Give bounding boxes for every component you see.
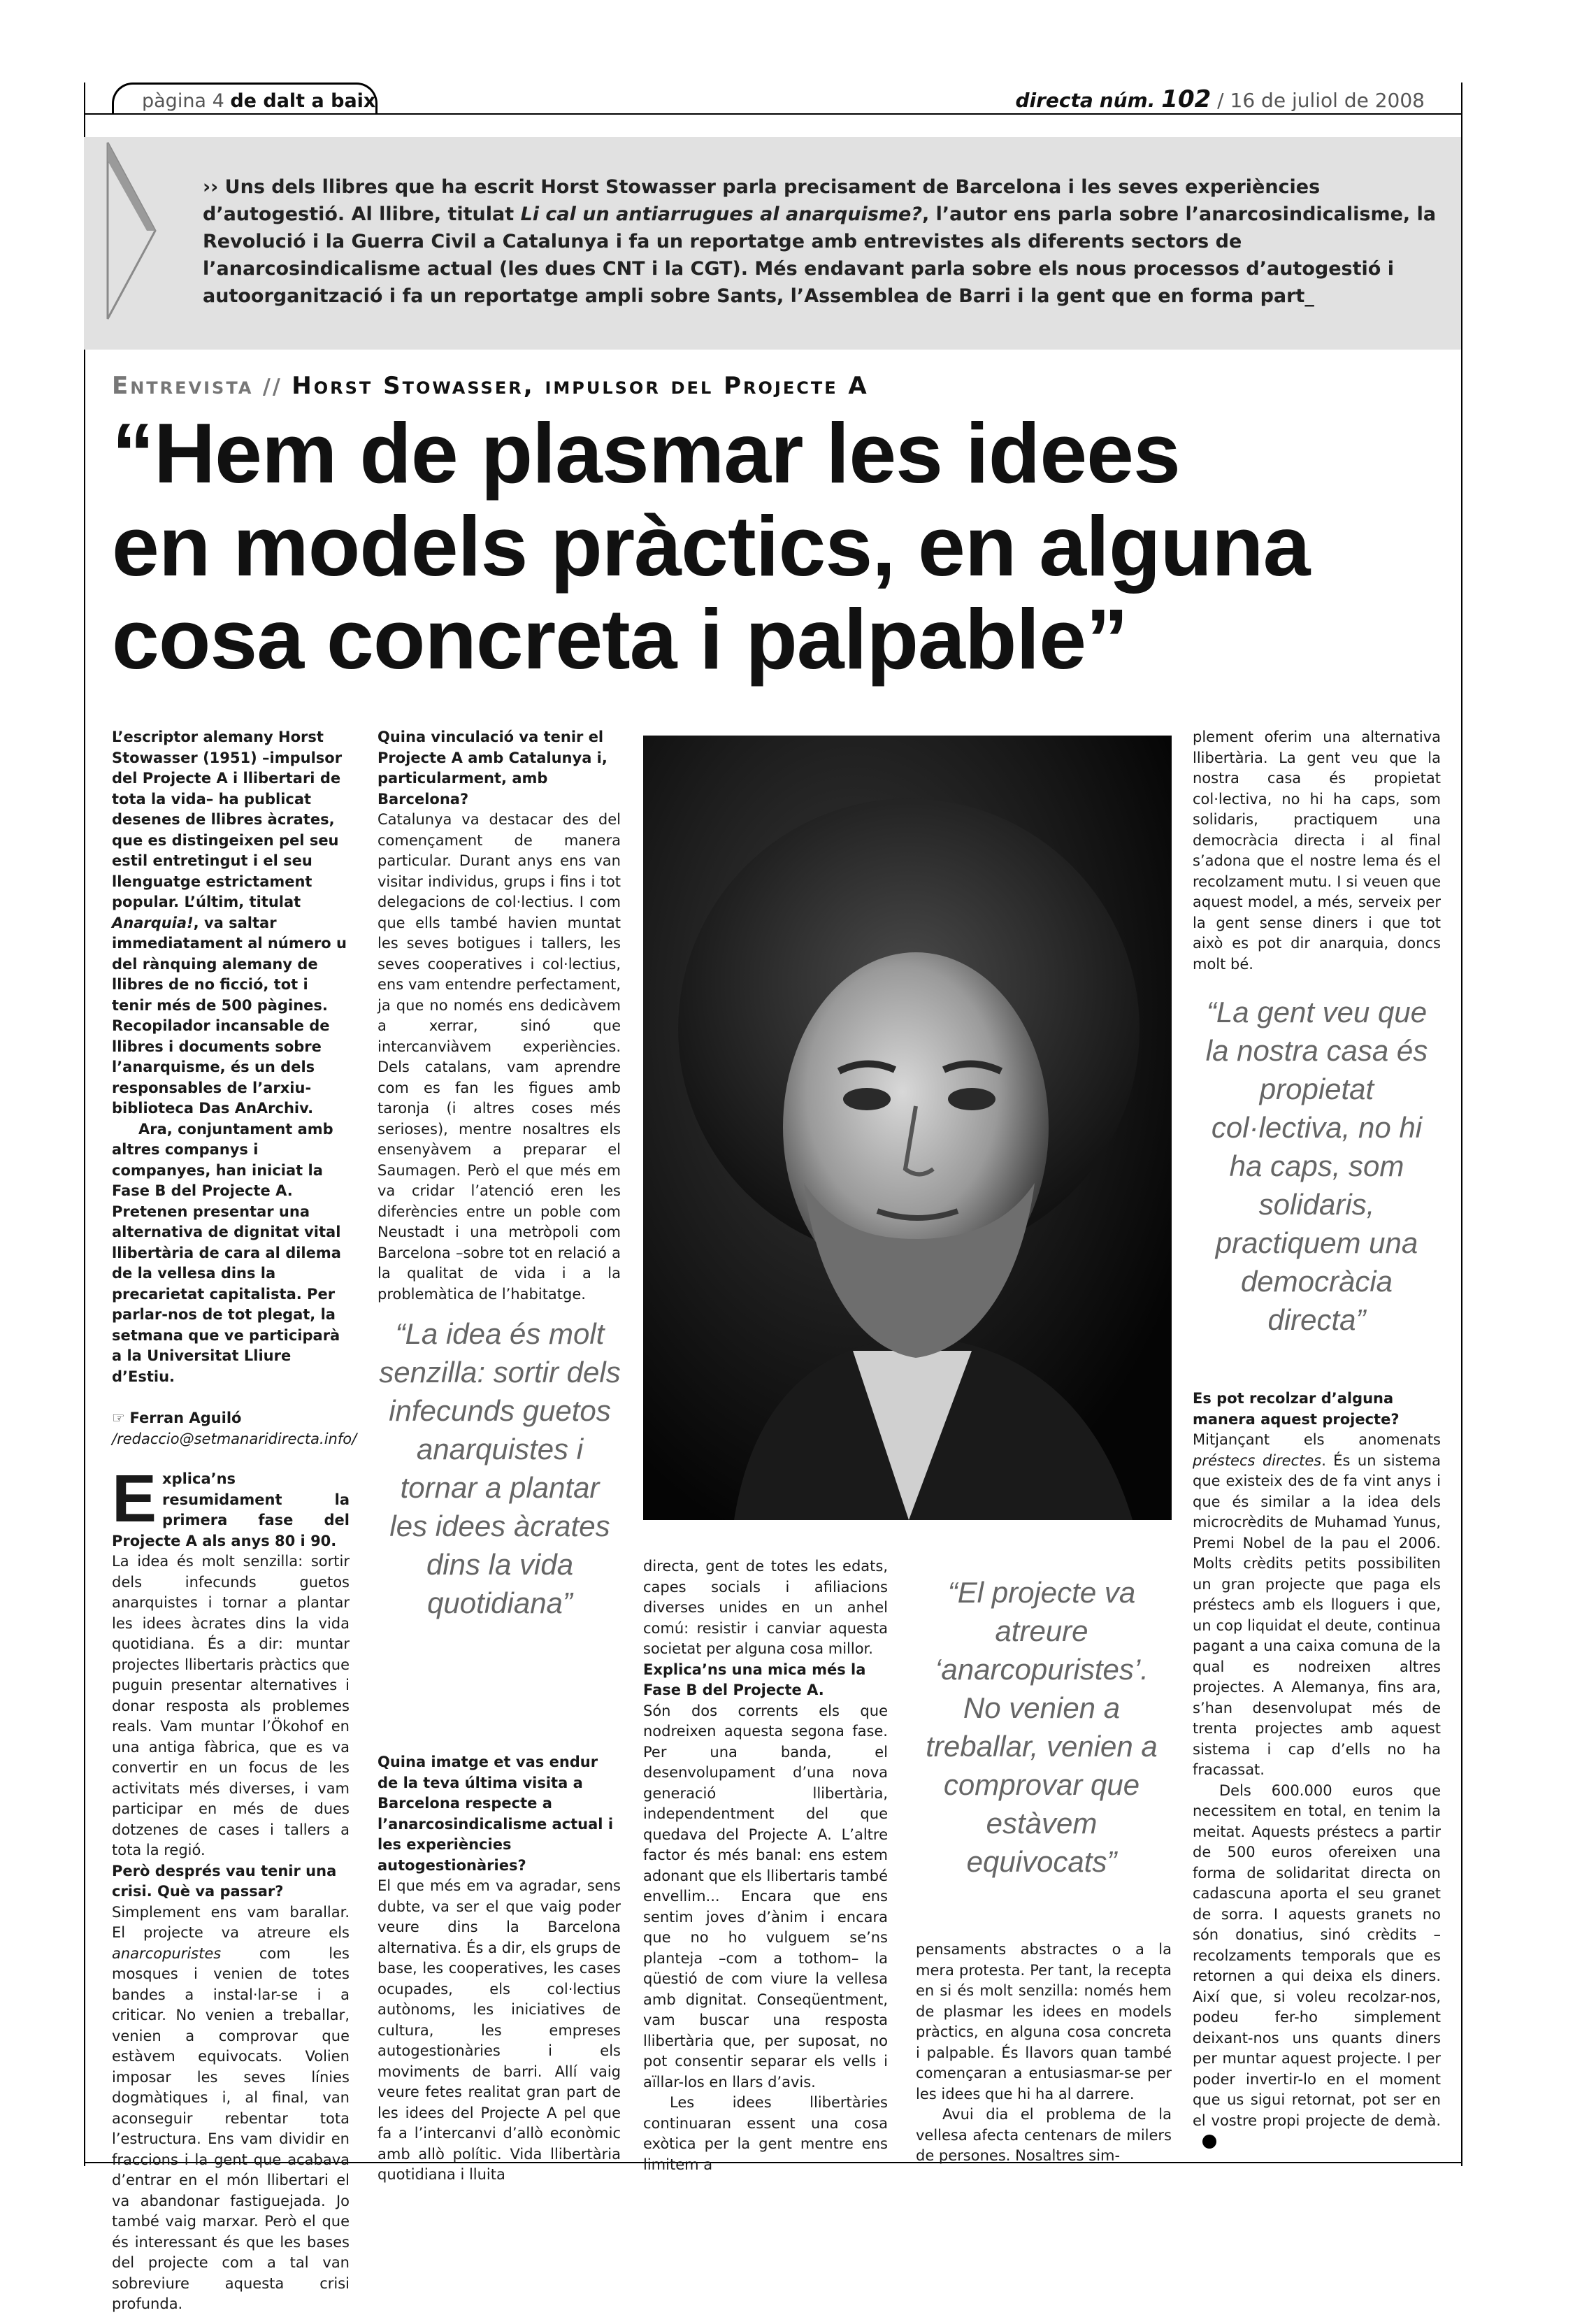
column-4 — [916, 1940, 1172, 2167]
page-label: pàgina 4 — [142, 90, 224, 112]
column-2-lower — [378, 1752, 621, 2186]
pullquote-2: “El projecte va atreure ‘anarcopuristes’. No venien a treballar, venien a comprovar que estàvem equivocats” — [926, 1576, 1158, 1878]
question-1 — [112, 1461, 350, 1551]
answer-2-text-b: com les mosques i venien de totes bandes a instal·lar-se i a criticar. No venien a treballar, venien a comprovar que estàvem equivocats. Volien imposar les seves línies dogmàtiques i, al final, van aconseguir rebentar tota l’estructura. Ens vam dividir en fraccions i la gent que acabava d’entrar en el món llibertari el va abandonar fastiguejada. Jo també vaig marxar. Però el que és interessant és que les bases del projecte com a tal van sobreviure aquesta crisi profunda. — [112, 1944, 350, 2312]
answer-6b — [1193, 1781, 1441, 2152]
publication-name: directa — [1015, 89, 1093, 112]
headline-line-2: en models pràctics, en alguna — [112, 499, 1310, 594]
question-1-text: xplica’ns resumidament la primera fase del Projecte A als anys 80 i 90. — [112, 1470, 350, 1549]
answer-5b: Les idees llibertàries continuaran essent una cosa exòtica per la gent mentre ens limitem a — [643, 2094, 888, 2173]
answer-5: Són dos corrents els que nodreixen aquesta segona fase. Per una banda, el desenvolupament d’una nova generació llibertària, independentment del que quedava del Projecte A. L’altre factor és més banal: ens estem adonant que els llibertaris també envellim... Encara que ens sentim joves d’ànim i encara que no ho vulguem se’ns planteja –com a tothom– la qüestió de com viure la vellesa amb dignitat. Conseqüentment, vam buscar una resposta llibertària que, per suposat, no pot consentir separar els vells i aïllar-los en llars d’avis. — [643, 1702, 888, 2091]
section-label: de dalt a baix — [230, 90, 376, 112]
question-2: Però després vau tenir una crisi. Què va passar? — [112, 1862, 337, 1900]
question-4: Quina imatge et vas endur de la teva última visita a Barcelona respecte a l’anarcosindicalisme actual i les experiències autogestionàries? — [378, 1754, 614, 1874]
answer-6b-text: Dels 600.000 euros que necessitem en total, en tenim la meitat. Aquests préstecs a partir de 500 euros ofereixen una forma de solidaritat directa on cadascuna aporta el seu granet de sorra. I aquests granets no són donatius, sinó crèdits –recolzaments temporals que es retornen a qui deixa els diners. Així que, si voleu recolzar-nos, podeu fer-ho simplement deixant-nos uns quants diners per muntar aquest projecte. I per poder invertir-lo en el moment que us sigui retornat, pot ser en el vostre propi projecte de demà. — [1193, 1782, 1441, 2129]
portrait-photo — [643, 736, 1172, 1520]
frame-line-left — [84, 83, 85, 2166]
lead-book-title: Anarquia! — [112, 914, 194, 931]
frame-line-right — [1461, 83, 1462, 2166]
column-1 — [112, 727, 357, 2315]
lead-paragraph-1 — [112, 727, 350, 1119]
kicker — [112, 372, 869, 400]
intro-text-1: Uns dels llibres que ha escrit Horst Stowasser parla precisament de Barcelona i les seves experiències d’autogestió. Al llibre, titulat — [203, 176, 1321, 225]
answer-6-text-a: Mitjançant els anomenats — [1193, 1431, 1441, 1448]
pullquote-3: “La gent veu que la nostra casa és propietat col·lectiva, no hi ha caps, som solidaris, practiquem una democràcia directa” — [1205, 996, 1428, 1336]
headline-line-3: cosa concreta i palpable” — [112, 592, 1128, 687]
pen-icon: ☞ — [112, 1410, 125, 1426]
answer-5d: Avui dia el problema de la vellesa afecta centenars de milers de persones. Nosaltres sim- — [916, 2106, 1172, 2164]
lead-text-a: L’escriptor alemany Horst Stowasser (1951) –impulsor del Projecte A i llibertari de tota la vida– ha publicat desenes de llibres àcrates, que es distingeixen pel seu estil entretingut i el seu llenguatge estrictament popular. L’últim, titulat — [112, 729, 343, 910]
headline-line-1: “Hem de plasmar les idees — [112, 406, 1180, 501]
kicker-subject: Horst Stowasser, impulsor del Projecte A — [292, 372, 869, 400]
column-2 — [378, 727, 621, 1305]
end-mark-icon — [1202, 2135, 1216, 2149]
column-5 — [1193, 727, 1441, 975]
answer-2-text-a: Simplement ens vam barallar. El projecte va atreure els — [112, 1903, 350, 1941]
issue-date: 16 de juliol de 2008 — [1230, 89, 1425, 112]
answer-6-term: préstecs directes — [1193, 1452, 1322, 1469]
answer-2 — [112, 1902, 350, 2315]
answer-5e: plement oferim una alternativa llibertària. La gent veu que la nostra casa és propietat col·lectiva, no hi ha caps, som solidaris, practiquem una democràcia directa i al final s’adona que el nostre lema és el recolzament mutu. I si veuen que aquest model, a més, serveix per la gent sense diners i que tot això es pot dir anarquia, doncs molt bé. — [1193, 729, 1441, 973]
kicker-separator: // — [262, 375, 282, 399]
column-5-lower — [1193, 1389, 1441, 2152]
column-3 — [643, 1556, 888, 2175]
question-6: Es pot recolzar d’alguna manera aquest projecte? — [1193, 1390, 1400, 1428]
byline-email: /redaccio@setmanaridirecta.info/ — [112, 1430, 357, 1447]
answer-4: El que més em va agradar, sens dubte, va ser el que vaig poder veure dins la Barcelona alternativa. És a dir, els grups de base, les cooperatives, les cases ocupades, els col·lectius autònoms, les iniciatives de cultura, les empreses autogestionàries i els moviments de barri. Allí vaig veure fetes realitat gran part de les idees del Projecte A pel que fa a l’intercanvi d’allò econòmic amb allò polític. Vida llibertària quotidiana i lluita — [378, 1877, 621, 2183]
issue-num-label: núm. — [1099, 89, 1156, 112]
headline — [112, 407, 1440, 686]
intro-book-title: Li cal un antiarrugues al anarquisme? — [520, 203, 922, 225]
intro-text-2: , l’autor ens parla sobre l’anarcosindicalisme, la Revolució i la Guerra Civil a Catalunya i fa un reportatge amb entrevistes als diferents sectors de l’anarcosindicalisme actual (les dues CNT i la CGT). Més endavant parla sobre els nous processos d’autogestió i autoorganització i fa un reportatge ampli sobre Sants, l’Assemblea de Barri i la gent que en forma part_ — [203, 203, 1437, 307]
intro-text — [203, 173, 1440, 310]
publication-info — [1015, 85, 1425, 113]
issue-number: 102 — [1161, 85, 1212, 113]
question-5: Explica’ns una mica més la Fase B del Projecte A. — [643, 1661, 866, 1698]
answer-1: La idea és molt senzilla: sortir dels infecunds guetos anarquistes i tornar a plantar les idees àcrates dins la vida quotidiana. És a dir: muntar projectes llibertaris pràctics que puguin presentar alternatives i donar resposta als problemes reals. Vam muntar l’Ökohof en una antiga fàbrica, que es va convertir en un focus de les activitats més diverses, i vam participar en més de dues dotzenes de cases i tallers a tota la regió. — [112, 1553, 350, 1858]
issue-date-separator: / — [1217, 89, 1224, 112]
question-3: Quina vinculació va tenir el Projecte A amb Catalunya i, particularment, amb Barcelona? — [378, 729, 608, 808]
portrait-image — [643, 736, 1172, 1520]
lead-paragraph-2: Ara, conjuntament amb altres companys i companyes, han iniciat la Fase B del Projecte A. Pretenen presentar una alternativa de dignitat vital llibertària de cara al dilema de la vellesa dins la precarietat capitalista. Per parlar-nos de tot plegat, la setmana que ve participarà a la Universitat Lliure d’Estiu. — [112, 1120, 341, 1385]
kicker-section: Entrevista — [112, 372, 254, 400]
intro-marker: ›› — [203, 176, 219, 198]
answer-3: Catalunya va destacar des del començament de manera particular. Durant anys ens van visitar individus, grups i fins i tot delegacions de col·lectius. I com que ells també havien muntat les seves botigues i tallers, les seves cooperatives i col·lectius, ens vam entendre perfectament, ja que no només ens dedicàvem a xerrar, sinó que intercanviàvem experiències. Dels catalans, vam aprendre com es fan les figues amb taronja (i altres coses més serioses), mentre nosaltres els ensenyàvem a preparar el Saumagen. Però el que més em va cridar l’atenció eren les diferències entre un poble com Neustadt i una metròpoli com Barcelona –sobre tot en relació a la qualitat de vida i a la problemàtica de l’habitatge. — [378, 811, 621, 1303]
byline-author-row — [112, 1408, 350, 1429]
lead-text-b: , va saltar immediatament al número u del rànquing alemany de llibres de no ficció, tot i tenir més de 500 pàgines. Recopilador incansable de llibres i documents sobre l’anarquisme, és un dels responsables de l’arxiu-biblioteca Das AnArchiv. — [112, 914, 347, 1117]
answer-2-term: anarcopuristes — [112, 1944, 222, 1962]
answer-4-continued: directa, gent de totes les edats, capes socials i afiliacions diverses unides en un anhel comú: resistir i canviar aquesta societat per alguna cosa millor. — [643, 1558, 888, 1657]
dropcap: E — [112, 1461, 157, 1536]
intro-arrow-icon — [105, 140, 161, 322]
answer-6 — [1193, 1430, 1441, 1781]
pullquote-1: “La idea és molt senzilla: sortir dels infecunds guetos anarquistes i tornar a plantar les idees àcrates dins la vida quotidiana” — [379, 1317, 621, 1619]
byline-author: Ferran Aguiló — [129, 1410, 242, 1426]
answer-5c: pensaments abstractes o a la mera protesta. Per tant, la recepta en si és molt senzilla: només hem de plasmar les idees en models pràctics, en alguna cosa concreta i palpable. És llavors quan també començaran a entusiasmar-se per les idees que hi ha al darrere. — [916, 1941, 1172, 2102]
page-tab — [112, 83, 378, 115]
answer-6-text-b: . És un sistema que existeix des de fa vint anys i que és similar a la idea dels microcrèdits de Muhamad Yunus, Premi Nobel de la pau el 2006. Molts crèdits petits possibiliten un gran projecte que paga els préstecs amb els lloguers i que, un cop liquidat el deute, continua pagant a una caixa comuna de la qual es nodreixen altres projectes. A Alemanya, fins ara, s’han desenvolupat més de trenta projectes amb aquest sistema i cap d’ells no ha fracassat. — [1193, 1452, 1442, 1778]
